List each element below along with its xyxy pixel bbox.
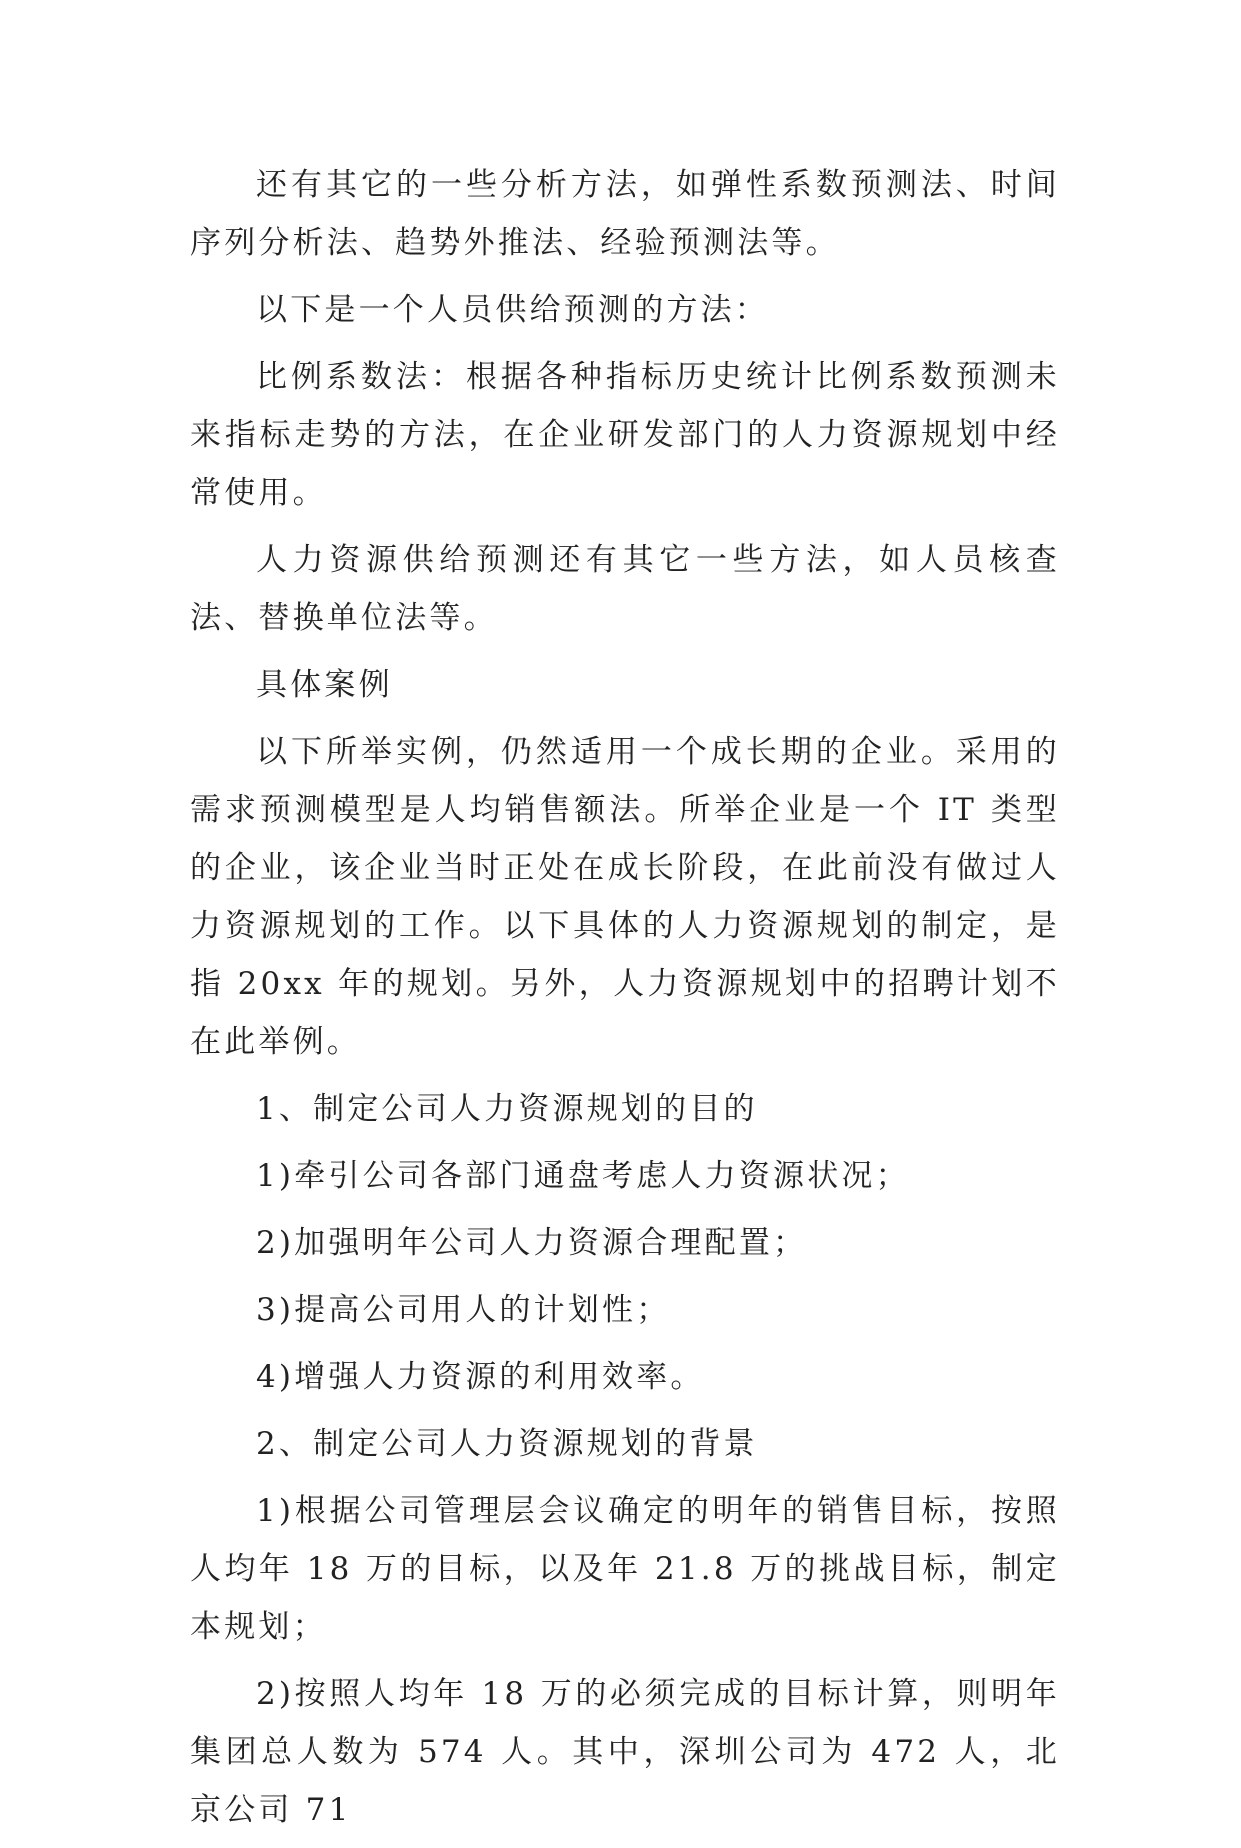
heading-purpose: 1、制定公司人力资源规划的目的 [256,1091,758,1127]
list-item-purpose-4: 4)增强人力资源的利用效率。 [256,1359,705,1395]
list-item-background-2: 2)按照人均年 18 万的必须完成的目标计算，则明年集团总人数为 574 人。其中，深圳公司为 472 人，北京公司 71 [190,1676,1060,1828]
list-item-purpose-1: 1)牵引公司各部门通盘考虑人力资源状况； [256,1158,910,1194]
heading-case: 具体案例 [256,667,393,703]
heading-background: 2、制定公司人力资源规划的背景 [256,1426,758,1462]
paragraph-case-intro: 以下所举实例，仍然适用一个成长期的企业。采用的需求预测模型是人均销售额法。所举企业是一个 IT 类型的企业，该企业当时正处在成长阶段，在此前没有做过人力资源规划的工作。以下具体的人力资源规划的制定，是指 20xx 年的规划。另外，人力资源规划中的招聘计划不在此举例。 [190,734,1060,1060]
paragraph-supply-other-methods: 人力资源供给预测还有其它一些方法，如人员核查法、替换单位法等。 [190,542,1060,636]
list-item-purpose-2: 2)加强明年公司人力资源合理配置； [256,1225,808,1261]
paragraph-ratio-method: 比例系数法：根据各种指标历史统计比例系数预测未来指标走势的方法，在企业研发部门的人力资源规划中经常使用。 [190,359,1060,511]
paragraph-other-methods: 还有其它的一些分析方法，如弹性系数预测法、时间序列分析法、趋势外推法、经验预测法等。 [190,167,1060,261]
paragraph-supply-intro: 以下是一个人员供给预测的方法： [256,292,769,328]
document-body [190,156,1060,1848]
list-item-background-1: 1)根据公司管理层会议确定的明年的销售目标，按照人均年 18 万的目标，以及年 21.8 万的挑战目标，制定本规划； [190,1493,1060,1645]
list-item-purpose-3: 3)提高公司用人的计划性； [256,1292,671,1328]
